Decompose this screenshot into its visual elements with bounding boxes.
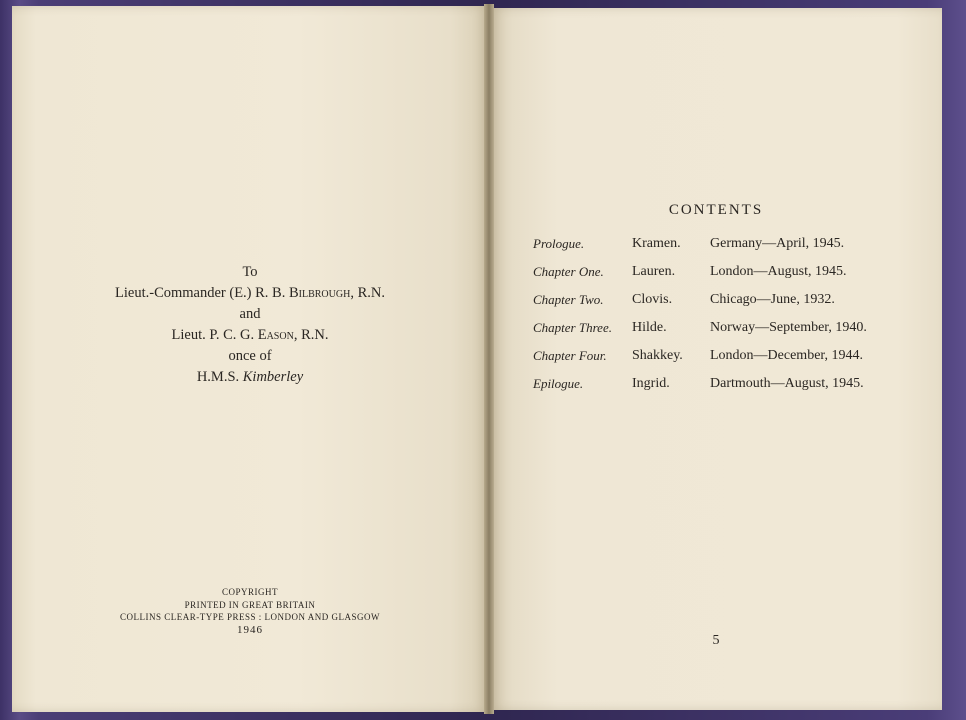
contents-place: Dartmouth—August, 1945.: [710, 376, 864, 391]
contents-place: Germany—April, 1945.: [710, 236, 845, 251]
dedication-line-1-prefix: Lieut.-Commander (E.) R. B.: [115, 285, 289, 301]
dedication-line-2-suffix: , R.N.: [293, 327, 329, 343]
dedication-ship: [12, 367, 488, 388]
imprint-press: COLLINS CLEAR-TYPE PRESS : LONDON AND GLASGOW: [119, 612, 380, 622]
contents-character: Lauren.: [632, 264, 676, 279]
imprint-printed: PRINTED IN GREAT BRITAIN: [184, 599, 316, 610]
contents-chapter: Epilogue.: [533, 376, 584, 391]
contents-entry: [533, 320, 893, 348]
contents-chapter: Chapter Three.: [533, 320, 612, 335]
page-number: 5: [712, 633, 720, 648]
contents-character: Kramen.: [632, 236, 681, 251]
ship-name: Kimberley: [242, 369, 304, 385]
contents-entry: [533, 292, 893, 320]
dedication-name-1: Bilbrough: [288, 285, 351, 301]
contents-entry: [533, 376, 893, 404]
contents-place: London—December, 1944.: [710, 348, 864, 363]
contents-character: Shakkey.: [632, 348, 683, 363]
contents-chapter: Prologue.: [533, 236, 585, 251]
contents-title: CONTENTS: [668, 202, 764, 218]
dedication: [12, 262, 488, 388]
contents-entry: [533, 264, 893, 292]
imprint-year: 1946: [237, 623, 263, 636]
contents-place: Norway—September, 1940.: [710, 320, 867, 335]
dedication-once-of: once of: [228, 348, 272, 364]
contents-character: Clovis.: [632, 292, 673, 307]
dedication-and: and: [239, 306, 261, 322]
contents-chapter: Chapter Four.: [533, 348, 607, 363]
contents-place: London—August, 1945.: [710, 264, 847, 279]
contents-entry: [533, 236, 893, 264]
contents-character: Hilde.: [632, 320, 667, 335]
contents-entry: [533, 348, 893, 376]
dedication-line-1: [12, 283, 488, 304]
dedication-to: To: [242, 264, 258, 280]
dedication-line-2-prefix: Lieut. P. C. G.: [171, 327, 258, 343]
contents-chapter: Chapter One.: [533, 264, 604, 279]
contents-list: [533, 236, 893, 404]
contents-chapter: Chapter Two.: [533, 292, 604, 307]
imprint: [12, 586, 488, 636]
contents-place: Chicago—June, 1932.: [710, 292, 835, 307]
imprint-copyright: COPYRIGHT: [221, 587, 278, 597]
contents-character: Ingrid.: [632, 376, 670, 391]
dedication-line-1-suffix: , R.N.: [350, 285, 385, 301]
dedication-line-2: [12, 325, 488, 346]
dedication-name-2: Eason: [257, 327, 294, 343]
ship-prefix: H.M.S.: [196, 369, 243, 385]
